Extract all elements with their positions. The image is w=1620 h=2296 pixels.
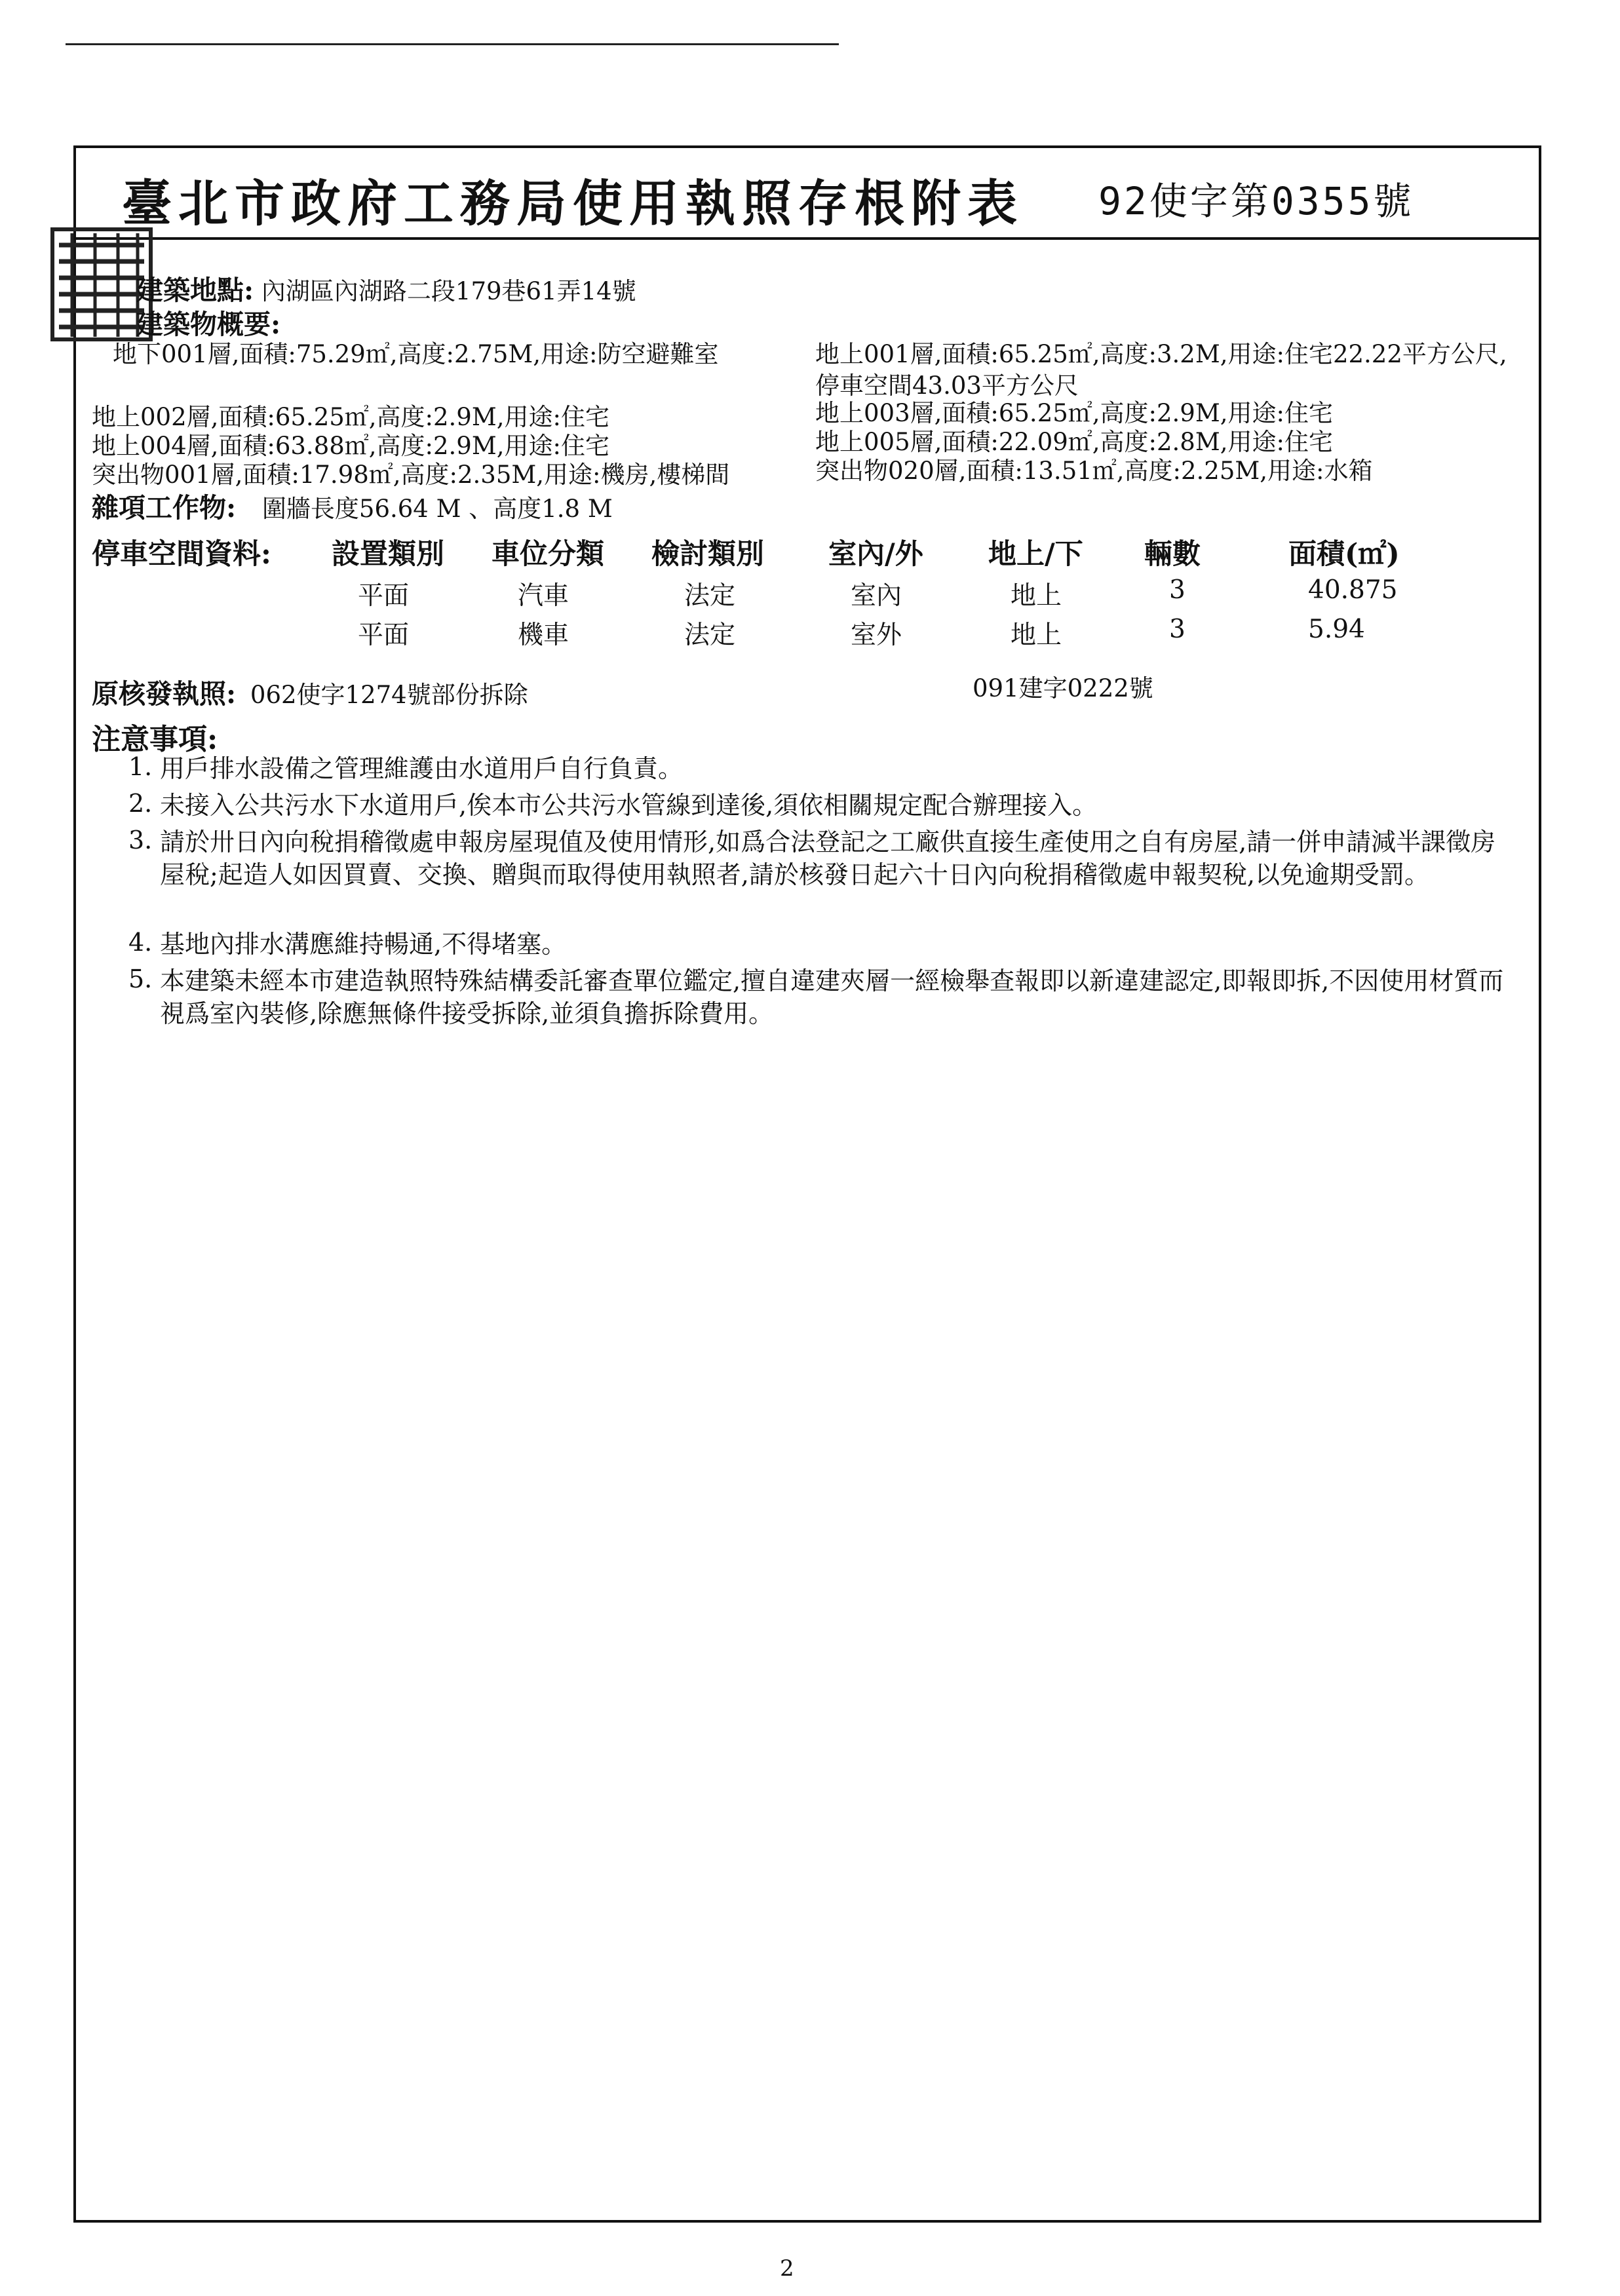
note-text: 請於卅日內向稅捐稽徵處申報房屋現值及使用情形,如爲合法登記之工廠供直接生產使用之自有房屋,請一併申請減半課徵房屋稅;起造人如因買賣、交換、贈與而取得使用執照者,請於核發日起六十日內向稅捐稽徵處申報契稅,以免逾期受罰。 — [160, 828, 1496, 889]
page-number: 2 — [780, 2255, 794, 2282]
misc-value: 圍牆長度56.64 M 、高度1.8 M — [261, 495, 613, 523]
note-number: 4. — [128, 928, 153, 957]
address-label: 建築地點: — [136, 275, 254, 306]
parking-cell: 5.94 — [1308, 615, 1365, 644]
parking-cell: 法定 — [684, 621, 736, 650]
parking-cell: 3 — [1169, 575, 1186, 605]
original-permit-value-1: 062使字1274號部份拆除 — [250, 681, 528, 709]
note-number: 3. — [128, 826, 153, 854]
note-number: 1. — [128, 752, 153, 781]
note-text: 本建築未經本市建造執照特殊結構委託審查單位鑑定,擅自違建夾層一經檢舉查報即以新違建認定,即報即拆,不因使用材質而視爲室內裝修,除應無條件接受拆除,並須負擔拆除費用。 — [160, 966, 1504, 1028]
top-rule — [66, 43, 839, 45]
parking-cell: 40.875 — [1308, 575, 1398, 605]
parking-cell: 機車 — [518, 621, 569, 650]
parking-header-type: 設置類別 — [332, 538, 444, 571]
floor-3f: 地上003層,面積:65.25㎡,高度:2.9M,用途:住宅 — [815, 399, 1333, 427]
parking-header-inout: 室內/外 — [828, 538, 923, 571]
parking-cell: 地上 — [1011, 581, 1062, 611]
parking-header-area: 面積(㎡) — [1288, 538, 1400, 571]
address-value: 內湖區內湖路二段179巷61弄14號 — [261, 277, 636, 305]
original-permit-value-2: 091建字0222號 — [973, 674, 1153, 702]
document-frame — [73, 145, 1541, 2223]
note-number: 2. — [128, 789, 153, 818]
misc-label: 雜項工作物: — [92, 492, 237, 524]
parking-header-review: 檢討類別 — [651, 538, 764, 571]
floor-b1: 地下001層,面積:75.29㎡,高度:2.75M,用途:防空避難室 — [113, 340, 719, 368]
permit-number: 92使字第0355號 — [1098, 179, 1414, 223]
note-text: 用戶排水設備之管理維護由水道用戶自行負責。 — [160, 754, 684, 783]
floor-2f: 地上002層,面積:65.25㎡,高度:2.9M,用途:住宅 — [92, 403, 609, 431]
document-title: 臺北市政府工務局使用執照存根附表 — [122, 174, 1024, 233]
floor-roof-001: 突出物001層,面積:17.98㎡,高度:2.35M,用途:機房,樓梯間 — [92, 461, 730, 489]
floor-roof-020: 突出物020層,面積:13.51㎡,高度:2.25M,用途:水箱 — [815, 457, 1373, 485]
parking-cell: 地上 — [1011, 621, 1062, 650]
parking-cell: 法定 — [684, 581, 736, 611]
floor-1f-parking: 停車空間43.03平方公尺 — [815, 372, 1079, 400]
parking-label: 停車空間資料: — [92, 538, 271, 571]
parking-cell: 汽車 — [518, 581, 569, 611]
parking-cell: 平面 — [358, 621, 410, 650]
floor-5f: 地上005層,面積:22.09㎡,高度:2.8M,用途:住宅 — [815, 428, 1333, 456]
summary-label: 建築物概要: — [136, 309, 281, 340]
parking-cell: 3 — [1169, 615, 1186, 644]
address-row — [136, 269, 636, 307]
original-permit-row — [92, 672, 528, 711]
note-number: 5. — [128, 965, 153, 993]
parking-cell: 平面 — [358, 581, 410, 611]
parking-header-level: 地上/下 — [988, 538, 1083, 571]
note-text: 基地內排水溝應維持暢通,不得堵塞。 — [160, 930, 567, 959]
parking-cell: 室外 — [851, 621, 902, 650]
misc-row — [92, 486, 613, 525]
parking-cell: 室內 — [851, 581, 902, 611]
floor-1f: 地上001層,面積:65.25㎡,高度:3.2M,用途:住宅22.22平方公尺, — [815, 340, 1507, 368]
original-permit-label: 原核發執照: — [92, 678, 237, 710]
parking-header-class: 車位分類 — [492, 538, 604, 571]
parking-header-count: 輛數 — [1144, 538, 1201, 571]
floor-4f: 地上004層,面積:63.88㎡,高度:2.9M,用途:住宅 — [92, 432, 609, 460]
document-header — [76, 148, 1539, 240]
note-text: 未接入公共污水下水道用戶,俟本市公共污水管線到達後,須依相關規定配合辦理接入。 — [160, 791, 1098, 820]
notes-label: 注意事項: — [92, 723, 218, 756]
